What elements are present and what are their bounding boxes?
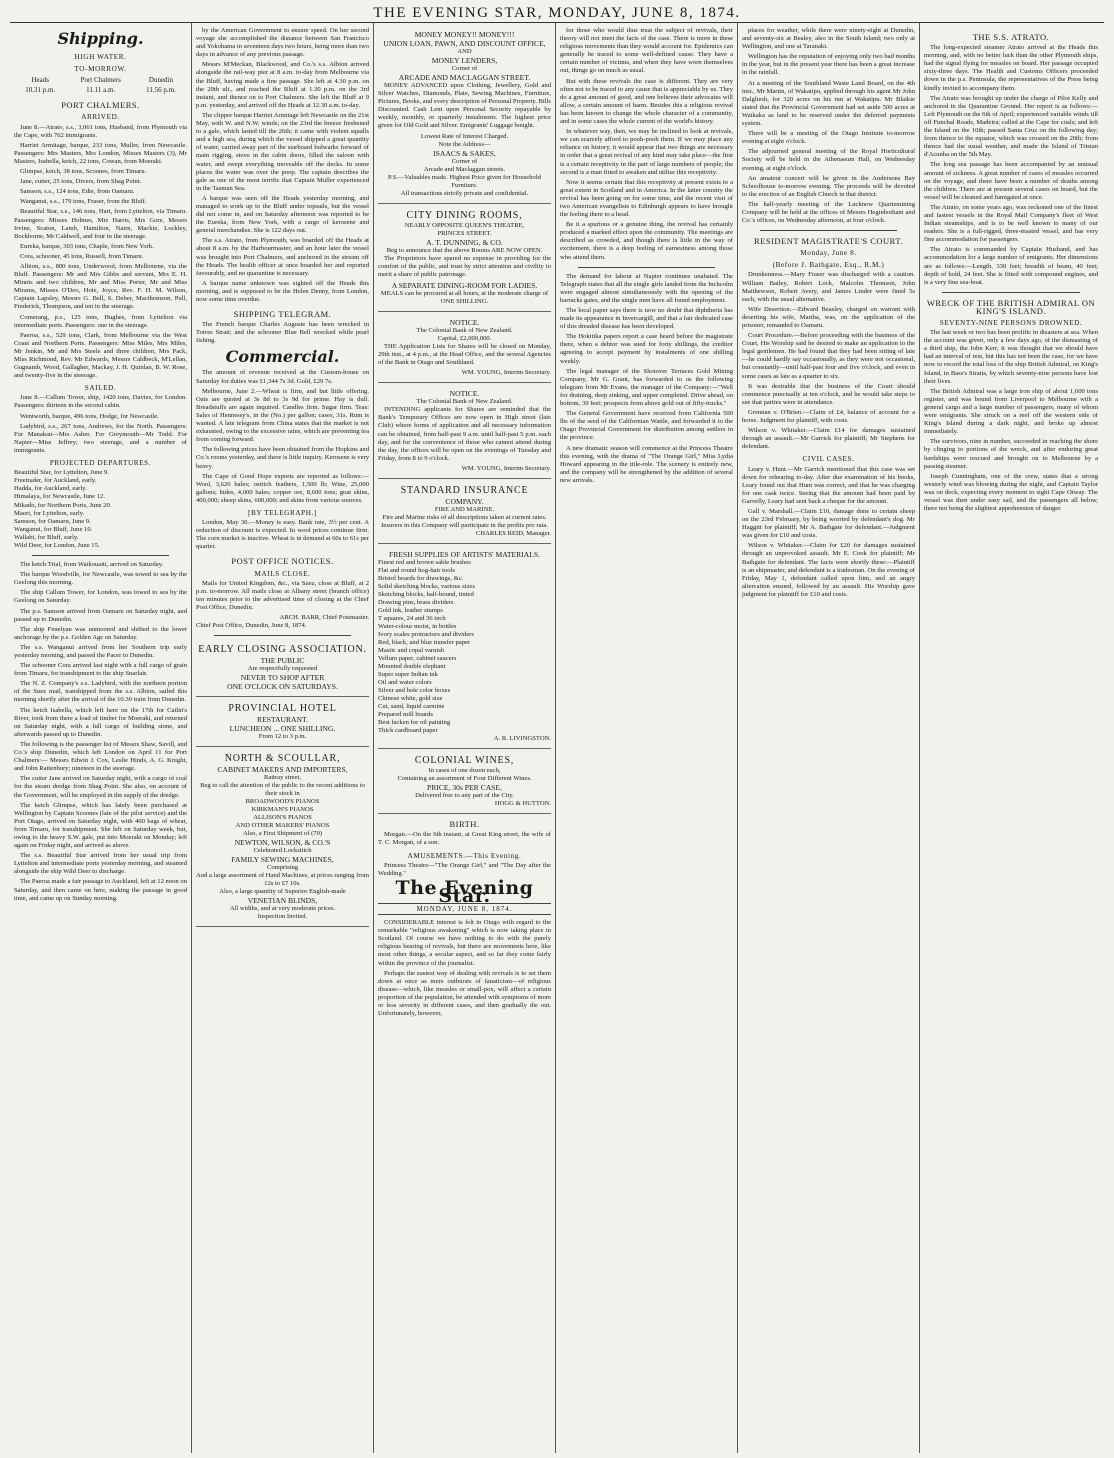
civil-paragraph: Wilson v. Whitaker.—Claim for £20 for damages sustained through an unprovoked assault. Mr E. Cook for plaintiff; Mr Bathgate for defendant. The facts were shortly these:—Plaintiff is an shipmaster, and defendant is a tradesman. On the evening of Friday, May 1, defendant called upon him, and an angry altercation ensued, followed by an assault. His Worship gave judgment for plaintiff for £10 and costs. (742, 542, 915, 598)
news-paragraph: Messrs M'Meckan, Blackwood, and Co.'s s.s. Albion arrived alongside the rail-way pier at 8 a.m. to-day from Melbourne via the Bluff, having made a fine passage. She left at 4.30 p.m. on the 29th ult., and reached the Bluff at 1.30 p.m. on the 3rd instant, and thence on to Port Chalmers. She left the Bluff at 9 p.m. yesterday, and arrived off the Heads at 12.30 a.m. to-day. (196, 61, 369, 109)
news-paragraph: by the American Government to ensure speed. On her second voyage she accomplished the distance between San Francisco and Yokohama in seventeen days two hours, being more than two days in advance of any previous passage. (196, 27, 369, 59)
advert-body: The Proprietors have spared no expense in providing for the comfort of the public, and trust by strict attention and civility to merit a share of public patronage. (378, 254, 551, 278)
advert-line: PRICE, 30s PER CASE, (427, 783, 502, 793)
atrato-paragraph: The long sea passage has been accompanied by an unusual amount of sickness. A great number of cases of measles occurred on the voyage, and there have been a number of deaths among the children. There are at present several cases on board, but the vessel will be cleaned and fumigated at once. (924, 161, 1098, 201)
advert-line: NEARLY OPPOSITE QUEEN'S THEATRE, (404, 221, 525, 229)
divider (578, 267, 715, 268)
court-heading: RESIDENT MAGISTRATE'S COURT. (753, 236, 904, 247)
advert-line: A. T. DUNNING, & CO. (426, 237, 503, 247)
advert-loan-office (378, 27, 551, 204)
advert-line: Beg to call the attention of the public to the recent additions to their stock in (200, 782, 365, 798)
advert-line: Also, a large quantity of Superior English-made (219, 888, 346, 896)
advert-line: FIRE AND MARINE. (434, 505, 495, 513)
advert-title: PROVINCIAL HOTEL (228, 703, 337, 715)
news-paragraph: The legal manager of the Shotover Terraces Gold Mining Company, Mr G. Grant, has forwarded to us the following telegram from Mr Evans, the manager of the Company:—"Well for draining, deep sinking, and upper completed. Drive ahead, on bottom, 39 feet; prospects from above gold out of fifty-trucks." (560, 367, 733, 408)
advert-line: MONEY MONEY!! MONEY!!! (414, 30, 515, 39)
projected-entry: Mikado, for Northern Ports, June 20. (14, 501, 112, 509)
atrato-paragraph: The long-expected steamer Atrato arrived at the Heads this morning, and, with no better luck than the other Plymouth ships, had the signal flying for measles on board. Her passage occupied sixty-three days. The Health and Customs Officers proceeded down in the p.s. Peninsula, the representatives of the Press being kindly invited to accompany them. (924, 44, 1098, 92)
advert-body: MONEY ADVANCED upon Clothing, Jewellery, Gold and Silver Watches, Diamonds, Plate, Sewing Machines, Furniture, Pictures, Books, and every description of Personal Property. Bills Discounted. Cash Lent upon Personal Security repayable by weekly, monthly, or quarterly instalments. The highest price given for Old Gold and Silver. Emigrants' Luggage bought. (378, 82, 551, 130)
advert-title: NORTH & SCOULLAR, (224, 753, 341, 765)
atrato-paragraph: The Atrato is commanded by Captain Husband, and has accommodation for a large number of emigrants. Her dimensions are as follows:—Length, 330 feet; breadth of beam, 40 feet; depth of hold, 24 feet. She is fitted with compound engines, and is a very fine sea-boat. (924, 246, 1098, 286)
advert-line: All transactions strictly private and confidential. (400, 189, 529, 197)
tomorrow-label: TO-MORROW. (74, 65, 127, 74)
commercial-heading: Commercial. (225, 347, 340, 367)
news-paragraph: A barque was seen off the Heads yesterday morning, and managed to work up to the Bluff under topsails, but the vessel did not come in, and on Saturday afternoon was reported to be the Eureka, from New York, with a cargo of kerosene and general merchandise. She is 122 days out. (196, 194, 369, 235)
leader-paragraph: Perhaps the easiest way of dealing with revivals is to set them down at once as mere outbursts of fanaticism—of religious disease—which, like measles or small-pox, will affect a certain proportion of the population, be attended with symptoms of more or less severity in different cases, and then gradually die out. Unfortunately, however, (378, 969, 551, 1018)
post-office-heading: POST OFFICE NOTICES. (231, 556, 334, 567)
news-paragraph: The General Government have received from California 500 lbs of the seed of the Californian Wattle, and forwarded it to the Otago Provincial Government for distribution among settlers in the province. (560, 410, 733, 442)
birth-notice: Morgan.—On the 6th instant, at Great King street, the wife of T. C. Morgan, of a son. (378, 831, 551, 847)
advert-line: MEALS can be procured at all hours, at the moderate charge of ONE SHILLING. (380, 289, 549, 305)
commercial-paragraph: The Cape of Good Hope exports are reported as follows:— Wool, 3,620 bales; ostrich feathers, 1,500 lb; Wine, 25,000 gallons; hides, 4,000 bales; copper ore, 8,600 tons; goat skins, 400,000; sheep skins, 600,000; and skins from various sources. (196, 472, 369, 504)
advert-line: From 12 to 3 p.m. (258, 733, 307, 741)
advert-signature: A. R. LIVINGSTON. (493, 735, 551, 743)
column-advertisements (374, 23, 556, 1453)
wreck-heading: WRECK OF THE BRITISH ADMIRAL ON KING'S ISLAND. (926, 297, 1096, 316)
telegram-heading: SHIPPING TELEGRAM. (233, 309, 332, 320)
sailed-entry: June 8.—Callum Tower, ship, 1420 tons, Davies, for London. Passengers: thirteen in the second cabin. (14, 394, 187, 410)
materials-item: Vellum paper, cabinet saucers (378, 655, 457, 663)
advert-line: THE PUBLIC (260, 656, 305, 666)
advert-line: Arcade and Maclaggan streets. (423, 165, 506, 173)
advert-line: Inspection Invited. (257, 913, 308, 921)
divider (760, 230, 897, 231)
materials-item: Water-colour moist, in bottles (378, 623, 457, 631)
news-paragraph: At a meeting of the Southland Waste Land Board, on the 4th inst., Mr Martin, of Wakatipu, applied through his agent Mr John Dalgliesh, for 320 acres on his run at Wakatipu. Mr Blaikie stated that the Provincial Government had set aside 500 acres at Waikaka as land to be reserved under the deferred payments system. (742, 79, 915, 128)
tide-time: 11.56 p.m. (146, 86, 176, 95)
advert-signature: HOGG & HUTTON. (494, 800, 551, 808)
advert-title: FRESH SUPPLIES OF ARTISTS' MATERIALS. (389, 550, 540, 560)
telegram-text: The French barque Charles Auguste has been wrecked in Torres Strait; and the schooner Blue Bell wrecked while pearl fishing. (196, 321, 369, 345)
materials-item: Mounted double elephant (378, 663, 446, 671)
column-shipping (10, 23, 192, 1453)
port-heading: PORT CHALMERS. (61, 100, 140, 111)
advert-line: FAMILY SEWING MACHINES, (231, 855, 334, 865)
arrival-entry: Cora, schooner, 45 tons, Russell, from Timaru. (20, 252, 144, 260)
news-paragraph: The demand for labour at Napier continues unabated. The Telegraph states that all the single girls landed from the Inchcolm were engaged almost simultaneously with the opening of the barracks gates, and the single men have all found employment. (560, 272, 733, 304)
divider (32, 555, 169, 556)
piano-item: BROADWOOD'S PIANOS (245, 798, 320, 806)
news-paragraph: The p.s. Samson arrived from Oamaru on Saturday night, and passed up to Dunedin. (14, 607, 187, 623)
projected-entry: Maori, for Lyttelton, early. (14, 509, 85, 517)
piano-item: KIRKMAN'S PIANOS (251, 806, 314, 814)
amusements-notice: Princess Theatre—"The Orange Girl," and "The Day after the Wedding." (378, 861, 551, 877)
advert-body: THE Application Lists for Shares will be closed on Monday, 29th inst., at 4 p.m., at the Head Office, and the several Agencies of the Bank in Otago and Southland. (378, 342, 551, 367)
advert-line: The Colonial Bank of New Zealand. (416, 398, 513, 406)
materials-item: Drawing pins, brass dividers (378, 599, 454, 607)
news-paragraph: The barque Woodville, for Newcastle, was towed to sea by the Geelong this morning. (14, 571, 187, 587)
projected-entry: Wanganui, for Bluff, June 10. (14, 525, 93, 533)
arrival-entry: Wanganui, s.s., 179 tons, Fraser, from the Bluff. (20, 198, 147, 206)
projected-entry: Beautiful Star, for Lyttelton, June 9. (14, 469, 109, 477)
masthead: THE EVENING STAR, MONDAY, JUNE 8, 1874. (10, 4, 1104, 23)
leader-paragraph: CONSIDERABLE interest is felt in Otago with regard to the remarkable "religious awakening" which is now taking place in Scotland. Of course we have nothing to do with the purely religious bearing of revivals, but there are movements here, like most other things, a secular aspect, and so far they come fairly within the province of the journalist. (378, 919, 551, 967)
news-paragraph: A new dramatic season will commence at the Princess Theatre this evening, with the drama of "The Orange Girl," Miss Lydia Howard appearing in the title-role. The scenery is entirely new, and the company will be strengthened by the addition of several new arrivals. (560, 444, 733, 484)
civil-paragraph: Gall v. Marshall.—Claim £10, damage done to certain sheep on the 23rd February, by being worried by defendant's dog. Mr Haggitt for plaintiff; Mr A. Bathgate for defendant.—Judgment was given for £10 and costs. (742, 507, 915, 540)
sailed-label: SAILED. (84, 384, 117, 393)
projected-entry: Himalaya, for Newcastle, June 12. (14, 493, 105, 501)
advert-early-closing (196, 641, 369, 697)
wreck-paragraph: Joseph Cunningham, one of the crew, states that a strong westerly wind was blowing during the night, and Captain Taylor was on deck, expecting every moment to sight Cape Otway. The vessel was then under easy sail, and the passengers all below, there not being the slightest apprehension of danger. (924, 472, 1098, 513)
projected-entry: Hadda, for Auckland, early. (14, 485, 87, 493)
arrival-entry: Jane, cutter, 25 tons, Divers, from Shag Point. (20, 178, 142, 186)
advert-body: INTENDING applicants for Shares are reminded that the Bank's Temporary Offices are now open in High street (late Club) where forms of application and all necessary information can be obtained, from half-past 9 a.m. until half-past 5 p.m. each day, and for the convenience of those who cannot attend during the day, the offices will be open on the evenings of Tuesday and Friday, from 8 to 9 o'clock. (378, 406, 551, 462)
advert-line: Beg to announce that the above Rooms ARE NOW OPEN. (386, 246, 543, 254)
advert-line: Rattray street, (264, 774, 301, 782)
editorial-paragraph: Now it seems certain that this receptivity at present exists to a great extent in Scotland and in America. In the latter country the revival has been going on for some time, and the recent visit of two American evangelists to Edinburgh appears to have brought the feeling there to a head. (560, 178, 733, 219)
advert-colonial-wines (378, 752, 551, 814)
birth-heading: BIRTH. (449, 819, 480, 830)
column-commercial (192, 23, 374, 1453)
advert-line: Celebrated Lockstitch (253, 847, 312, 855)
news-paragraph: The ketch Glimpse, which has lately been purchased at Wellington by Captain Scoones (late of the pilot service) and the Port Otago, arrived on Saturday night, with 400 bags of wheat, from Timaru, for transhipment. She left on Saturday week, but, owing to the heavy S.W. gale, put into Moeraki on Monday; left again on Friday night, and arrived as above. (14, 801, 187, 850)
materials-item: Prepared mill boards (378, 711, 433, 719)
materials-item: Thick cardboard paper (378, 727, 438, 735)
materials-item: Best lucken for oil painting (378, 719, 451, 727)
materials-item: Cut, sand, liquid carmine (378, 703, 445, 711)
advert-signature: WM. YOUNG, Interim Secretary. (461, 369, 551, 377)
materials-item: Bristol boards for drawings, &c. (378, 575, 464, 583)
materials-item: Silver and bole color boxes (378, 687, 451, 695)
projected-heading: PROJECTED DEPARTURES. (49, 459, 152, 468)
news-paragraph: The ship Fenelyan was unmoored and shifted to the lower anchorage by the p.s. Golden Age on Saturday. (14, 625, 187, 641)
court-paragraph: It was desirable that the business of the Court should commence punctually at ten o'clock, and he would take steps to see that parties were in attendance. (742, 382, 915, 406)
advert-line: The Colonial Bank of New Zealand. (416, 326, 513, 334)
news-paragraph: Wellington has the reputation of enjoying only two bad months in the year, but in the present year there has been a great increase in the rainfall. (742, 53, 915, 77)
news-paragraph: The clipper barque Harriet Armitage left Newcastle on the 21st May, with W. and N.W. winds; on the 23rd the breeze freshened to a gale, which lasted till the 26th; it came with violent squalls and a high sea, during which the vessel shipped a great quantity of water, carried away part of the starboard bulwarks forward of main rigging, stove in the cabin doors, filled the saloon with water, and swept everything moveable off the decks. In some places the water was over the poop. The captain describes the gale as one of the most terrific that Captain Muller experienced in the Tasman Sea. (196, 111, 369, 192)
atrato-paragraph: The Atrato was brought up under the charge of Pilot Kelly and anchored in the Quarantine Ground. Her report is as follows:—Left Plymouth on the 6th of April; experienced variable winds till off Funchal Roads, Madeira; called at the Cape for coals; and left the Island on the 10th; passed Santa Cruz on the following day; from thence to the equator, which was crossed on the 20th; from thence had the usual weather, and made the Island of Tristan d'Acunha on the 5th May. (924, 94, 1098, 159)
news-paragraph: The local paper says there is now no doubt that diphtheria has made its appearance in Invercargill, and that a fair dedicated case of this dreaded disease has been developed. (560, 307, 733, 331)
advert-bank-notice-1 (378, 315, 551, 383)
column-editorial (556, 23, 738, 1453)
materials-item: Ivory scales protractors and dividers (378, 631, 474, 639)
court-paragraph: Grennan v. O'Brien.—Claim of £4, balance of account for a horse. Judgment for plaintiff, with costs. (742, 408, 915, 425)
news-paragraph: The half-yearly meeting of the Lucknow Quartzmining Company will be held at the offices of Messrs Heginbotham and Co.'s offices, on Wednesday afternoon, at four o'clock. (742, 200, 915, 225)
advert-line: P.S.—Valuables made. Highest Price given for Household Furniture. (388, 173, 541, 189)
wreck-paragraph: The survivors, nine in number, succeeded in reaching the shore by clinging to portions of the wreck, and after enduring great hardships were rescued and brought on to Melbourne by a passing steamer. (924, 438, 1098, 470)
news-paragraph: An amateur concert will be given in the Andersons Bay Schoolhouse to-morrow evening. The proceeds will be devoted to the erection of an English Church in that district. (742, 174, 915, 198)
advert-line: Lowest Rate of Interest Charged. (420, 132, 509, 140)
advert-title: COLONIAL WINES, (414, 755, 515, 767)
civil-cases-heading: CIVIL CASES. (802, 455, 855, 464)
mails-notice: Mails for United Kingdom, &c., via Suez, close at Bluff, at 2 p.m. to-morrow. All mails close at Albany street (branch office) ten minutes prior to the advertised time of closing at the Chief Post Office, Dunedin. (196, 579, 369, 611)
projected-entry: Wallabi, for Bluff, early. (14, 533, 79, 541)
court-paragraph: Court Procedure.—Before proceeding with the business of the Court, His Worship said he desired to make an application to the legal gentlemen. He had found that they had been sitting of late—he could hardly say occasionally, as they were not occasional, but constantly—until half-past four and five o'clock, and even in some cases as late as a quarter to six. (742, 332, 915, 380)
advert-city-dining (378, 207, 551, 312)
atrato-paragraph: The Atrato, on some years ago, was reckoned one of the finest and fastest vessels in the Royal Mail Company's fleet of West Indian steamships, and is to be well known to many of our readers. She is a full-rigged, three-masted vessel, and has very fine accommodation for passengers. (924, 203, 1098, 244)
advert-line: Corner of (451, 157, 478, 165)
projected-entry: Freetrader, for Auckland, early. (14, 477, 97, 485)
advert-line: RESTAURANT. (257, 715, 308, 725)
materials-item: Flat and round hog-hair tools (378, 567, 455, 575)
telegraph-label: [BY TELEGRAPH.] (248, 508, 317, 517)
news-paragraph: The ketch Isabella, which left here on the 17th for Catlin's River, took from there a load of timber for Moeraki, and returned on Saturday night, with a full cargo of building stone, and afterwards passed up to Dunedin. (14, 706, 187, 738)
arrival-entry: Paeroa, s.s., 529 tons, Clark, from Melbourne via the West Coast and Northern Ports. Passengers: Miss Miles, Mrs Miles, Mr Jenkin, Mr and Mrs Steele and three children, Mrs Pack, Miss Richmond, Rev. Mr Edwards, Messrs Caldbeck, M'Lellan, Gugnamb, Wood, Gallagher, Mackay, J. H. Quinlan, B. W. Rose, and twenty-five in the steerage. (14, 331, 187, 380)
materials-item: Finest red and brown sable brushes (378, 559, 471, 567)
civil-paragraph: Leary v. Hunt.—Mr Garrick mentioned that this case was set down for rehearing to-day. After due examination of his books, Leary found out that Hunt was correct, and that he was charging for one cask twice. Seeing that the amount had been paid by Garvelly, Leary had sent back a cheque for the amount. (742, 465, 915, 505)
advert-line: CABINET MAKERS AND IMPORTERS, (217, 765, 348, 775)
london-report: London, May 30.—Money is easy. Bank rate, 3½ per cent. A reduction of discount is expected. In wool prices continue firm. The corn market is inactive. Wheat is in demand at 60s to 61s per quarter. (196, 519, 369, 551)
sailed-entry: Wentworth, barque, 496 tons, Hodge, for Newcastle. (20, 412, 159, 420)
advert-line: LUNCHEON ... ONE SHILLING. (229, 724, 336, 734)
advert-title: NOTICE. (449, 389, 480, 399)
court-paragraph: Wife Desertion.—Edward Beasley, charged on warrant with deserting his wife, Martha, was, on the application of the prisoner, remanded to Oamaru. (742, 305, 915, 329)
advert-provincial-hotel (196, 700, 369, 747)
advert-line: Containing an assortment of Four Different Wines. (397, 775, 532, 783)
advert-line: UNION LOAN, PAWN, AND DISCOUNT OFFICE, (383, 39, 546, 48)
sailed-entry: Ladybird, s.s., 267 tons, Andrews, for the North. Passengers: For Manakau—Mrs Asher. For Greymouth—Mr Todd. For Napier—Miss Jeffrey; two steerage, and a number of immigrants. (14, 422, 187, 454)
advert-line: In cases of one dozen each, (428, 767, 501, 775)
arrival-entry: Beautiful Star, s.s., 146 tons, Hart, from Lyttelton, via Timaru. Passengers: Misses Holmes, Mrs Harris, Mrs Gore, Messrs Irvine, Scaton, Lamb, Hamilton, Nairn, Mackie, Lockley, Bockborne, Mr Caldwell, and four in the steerage. (14, 208, 187, 240)
news-paragraph: The N. Z. Company's s.s. Ladybird, with the northern portion of the Suez mail, transhipped from the s.s. Albion, sailed this morning shortly after the arrival of the 10.30 train from Dunedin. (14, 680, 187, 704)
news-paragraph: There will be a meeting of the Otago Institute to-morrow evening at eight o'clock. (742, 130, 915, 146)
materials-item: T squares, 24 and 36 inch (378, 615, 446, 623)
advert-signature: CHARLES REID, Manager. (475, 529, 551, 537)
materials-item: Sketching blocks, half-bound, tinted (378, 591, 474, 599)
news-paragraph: The Paeroa made a fair passage to Auckland, left at 12 noon on Saturday, and then came on here, making the passage in good time, and came up on Sunday morning. (14, 878, 187, 902)
advert-line: ONE O'CLOCK ON SATURDAYS. (227, 682, 338, 692)
advert-north-scoullar (196, 750, 369, 927)
mails-close-label: MAILS CLOSE. (254, 569, 311, 578)
commercial-paragraph: Melbourne, June 2.—Wheat is firm, and but little offering. Oats are quoted at 3s 8d to 3s 9d for prime. Hay is dull. Breadstuffs are again inquired. Candles firm. Sugar firm. Teas: Sales of Hennessy's, in the (No.) per gallon; cases, 31s. Rum is wanted. A late telegram from China states that the market is not exhausted, owing to the excessive rains, which are preventing tea from coming forward. (196, 387, 369, 444)
editorial-paragraph: Be it a spurious or a genuine thing, the revival has certainly produced a marked effect upon the community. The meetings are described as crowded, and though there is little in the way of excitement, there is a deep feeling of earnestness among those who attend them. (560, 221, 733, 261)
atrato-heading: THE S.S. ATRATO. (972, 32, 1050, 42)
advert-title: CITY DINING ROOMS, (406, 209, 523, 221)
tide-place: Heads (31, 76, 49, 85)
arrival-entry: Albion, s.s., 800 tons, Underwood, from Melbourne, via the Bluff. Passengers: Mr and Mrs Gibbs and servant, Mrs E. H. Minnis and two children, Mr and Miss Porter, Mr and Miss Mirams, Misses O'Deo, Hoie, Joyce, Rev. F. H. M. Wilson, Captain Lapsley, Messrs G. Bell, S. Deber, Macthomson, Pull, Frederick, Thompson, and ten in the steerage. (14, 262, 187, 311)
materials-item: Red, black, and blue transfer paper (378, 639, 471, 647)
shipping-news (14, 561, 187, 903)
high-water-heading: HIGH WATER. (74, 53, 127, 61)
materials-item: Chinese white, gold size (378, 695, 443, 703)
column-court (738, 23, 920, 1453)
news-paragraph: The following is the passenger list of Messrs Shaw, Savill, and Co.'s ship Dunedin, which left London on April 11 for Port Chalmers:— Messrs Edwin J. Cox, Leslie Hinds, A. G. Knight, and John Rattenbury; nineteen in the steerage. (14, 740, 187, 773)
tide-table (14, 75, 187, 95)
arrivals-list (14, 124, 187, 381)
news-paragraph: A barque name unknown was sighted off the Heads this morning, and is supposed to be the Helen Denny, from London, now some time overdue. (196, 279, 369, 303)
piano-item: ALLISON'S PIANOS (253, 814, 312, 822)
advert-line: NEVER TO SHOP AFTER (240, 673, 325, 683)
news-paragraph: The adjourned general meeting of the Royal Horticultural Society will be held in the Athenaeum Hall, on Wednesday evening, at eight o'clock. (742, 148, 915, 172)
court-before: (Before J. Bathgate, Esq., R.M.) (772, 261, 885, 270)
advert-line: Fire and Marine risks of all descriptions taken at current rates. (382, 513, 547, 521)
news-paragraph: places for weather, while there were ninety-eight at Dunedin, and seventy-six at Bealey, also in the South Island; two only at Wellington, and one at Taranaki. (742, 27, 915, 51)
advert-title: STANDARD INSURANCE (400, 484, 529, 496)
commercial-paragraph: The following prices have been obtained from the Hopkins and Co.'s rooms yesterday, and there is little inquiry. Kerosene is very heavy. (196, 446, 370, 470)
arrival-entry: Comerang, p.s., 125 tons, Hughes, from Lyttelton via intermediate ports. Passengers: one in the steerage. (14, 313, 187, 329)
tide-place: Dunedin (148, 76, 173, 85)
news-paragraph: The ship Callum Tower, for London, was towed to sea by the Geelong on Saturday. (14, 589, 187, 605)
news-paragraph: The schooner Cora arrived last night with a full cargo of grain from Timaru, for transhipment to the ship Snarlair. (14, 662, 187, 678)
court-paragraph: Wilson v. Whitaker.—Claim £14 for damages sustained through an assault.—Mr Garrick for plaintiff; Mr Stephens for defendant. (742, 427, 915, 451)
materials-item: Oil and water colors (378, 679, 432, 687)
advert-standard-insurance (378, 482, 551, 544)
wreck-subheading: SEVENTY-NINE PERSONS DROWNED. (939, 319, 1083, 327)
amusements-heading: AMUSEMENTS.—This Evening. (407, 851, 522, 860)
news-paragraph: The s.s. Beautiful Star arrived from her usual trip from Lyttelton and intermediate ports yesterday morning, and steamed alongside the ship Wild Deer to discharge. (14, 852, 187, 876)
dateline: MONDAY, JUNE 8, 1874. (378, 903, 551, 915)
advert-line: VENETIAN BLINDS, (247, 896, 318, 906)
advert-line: AND (457, 48, 472, 55)
advert-line: Corner of (451, 65, 478, 72)
paper-title: The Evening Star. (395, 876, 534, 907)
postmaster-signature: ARCH. BARR, Chief Postmaster. (279, 614, 369, 621)
tide-time: 10.31 p.m. (25, 86, 56, 95)
advert-line: Comprising (266, 864, 299, 872)
advert-line: All widths, and at very moderate prices. (229, 905, 336, 913)
arrival-entry: Glimpse, ketch, 38 tons, Scoones, from Timaru. (20, 168, 147, 176)
projected-entry: Wild Deer, for London, June 15. (14, 541, 100, 549)
materials-item: Mastic and copal varnish (378, 647, 445, 655)
materials-item: Gold ink, leather stumps (378, 607, 443, 615)
advert-line: ISAACS & SAKES, (433, 148, 496, 158)
wreck-paragraph: The last week or two has been prolific in disasters at sea. When the account was given, only a few days ago, of the dismasting of a third ship, the John Kerr, it was thought that we should have had an interval of rest, but this has not been the case, for we have now to record the total loss of the ship British Admiral, on King's Island, in Bass's Straits, by which seventy-nine persons have lost their lives. (924, 329, 1098, 385)
advert-line: Delivered free to any part of the City. (415, 792, 514, 800)
tide-place: Port Chalmers (80, 76, 121, 85)
tide-time: 11.11 a.m. (86, 86, 116, 95)
advert-line: And a large assortment of Hand Machines, at prices ranging from 12s to £7 10s. (196, 872, 369, 888)
court-date: Monday, June 8. (800, 249, 857, 258)
advert-bank-notice-2 (378, 386, 551, 479)
columns (10, 23, 1104, 1453)
postmaster-place: Chief Post Office, Dunedin, June 8, 1874. (196, 622, 307, 630)
advert-line: Are respectfully requested (247, 665, 318, 673)
arrival-entry: Eureka, barque, 303 tons, Chaple, from New York. (20, 242, 154, 250)
advert-line: ARCADE AND MACLAGGAN STREET. (398, 73, 531, 82)
advert-line: Note the Address— (438, 140, 491, 148)
arrival-entry: Harriet Armitage, barque, 233 tons, Muller, from Newcastle. Passengers: Mrs Masters, Mrs London, Misses Masters (3), Mr Masters, Isabella, ketch, 22 tons, Cowan, from Moeraki. (14, 141, 187, 165)
advert-line: MONEY LENDERS, (431, 56, 498, 65)
advert-line: A SEPARATE DINING-ROOM FOR LADIES. (391, 280, 538, 290)
piano-item: AND OTHER MAKERS' PIANOS (235, 822, 330, 830)
advert-line: COMPANY. (445, 496, 484, 506)
advert-line: NEWTON, WILSON, & CO.'S (234, 838, 331, 848)
materials-item: Super super Indian ink (378, 671, 438, 679)
news-paragraph: The ketch Trial, from Waikouaiti, arrived on Saturday. (20, 561, 164, 569)
editorial-paragraph: for those who would thus treat the subject of revivals, their theory will not meet the facts of the case. There is more in these religious movements than they would account for. Epidemics can generally be traced to some well-defined cause. They have a certain number of victims, and when they have worn themselves out, things go on much as usual. (560, 27, 733, 75)
news-paragraph: The cutter Jane arrived on Saturday night, with a cargo of coal for the steam dredge from Shag Point. She also, on account of the Government, will be employed in the supply of the dredge. (14, 775, 187, 799)
news-paragraph: The Hokitika papers report a case heard before the magistrate there, when a debtor was sued for forty shillings, the creditor agreeing to accept payment by instalments of one shilling weekly. (560, 333, 733, 365)
projected-list (14, 469, 187, 550)
advert-title: NOTICE. (449, 317, 480, 327)
advert-artists-materials (378, 547, 551, 749)
column-atrato (920, 23, 1102, 1453)
shipping-heading: Shipping. (57, 29, 144, 48)
piano-list (196, 798, 369, 830)
advert-line: Insurers in this Company will participate in the profits pro rata. (381, 521, 548, 529)
materials-list (378, 559, 551, 735)
news-paragraph: The s.s. Wanganui arrived from her Southern trip early yesterday morning, and passed the Pacer to Dunedin. (14, 643, 187, 659)
news-paragraph: The s.s. Atrato, from Plymouth, was boarded off the Heads at about 8 a.m. by the Harbourmaster, and an hour later the vessel was brought into Port Chalmers, and anchored in the stream off the Heads. The health officer at once boarded her and reported favourably, and no quarantine is necessary. (196, 237, 369, 277)
arrived-label: ARRIVED. (81, 113, 120, 122)
projected-entry: Samson, for Oamaru, June 9. (14, 517, 91, 525)
advert-line: Also, a First Shipment of (70) (242, 830, 323, 838)
arrival-entry: June 8.—Atrato, s.s., 3,061 tons, Husband, from Plymouth via the Cape, with 762 immigrants. (14, 123, 187, 139)
advert-line: PRINCES STREET. (437, 229, 492, 237)
wreck-paragraph: The British Admiral was a large iron ship of about 1,600 tons register, and was bound from Liverpool to Melbourne with a general cargo and a large number of passengers, many of whom were emigrants. She struck on a reef off the western side of King's Island during a dark night, and broke up almost immediately. (924, 387, 1098, 436)
advert-signature: WM. YOUNG, Interim Secretary. (461, 464, 551, 472)
editorial-paragraph: In whatever way, then, we may be inclined to look at revivals, we can scarcely afford to pooh-pooh them. If we may place any reliance on history, it would appear that two things are necessary in order that a great revival of any kind may take place—the first is a certain receptivity in the part of large numbers of people; the second is a man fitted to awaken and utilise this receptivity. (560, 128, 733, 176)
arrival-entry: Samson, s.s., 124 tons, Edie, from Oamaru. (20, 188, 135, 196)
divider (214, 635, 351, 636)
advert-line: Capital, £2,000,000. (437, 334, 492, 342)
materials-item: Solid sketching blocks, various sizes (378, 583, 475, 591)
commercial-paragraph: The amount of revenue received at the Custom-house on Saturday for duties was £1,344 7s 3d. Gold, £29 7s. (196, 369, 369, 385)
divider (942, 292, 1080, 293)
court-paragraph: Drunkenness.—Mary Fraser was discharged with a caution. William Bailey, Robert Lock, Malcolm Thomson, John Matthewson, Robert Avery, and James Linder were fined 5s each, with the usual alternative. (742, 271, 915, 303)
advert-title: EARLY CLOSING ASSOCIATION. (198, 644, 367, 656)
editorial-paragraph: But with these revivals the case is different. They are very often not to be traced to any cause that is appreciable by us. They do a great amount of good, and one believes their advocates will allow, a certain amount of harm. Besides this a religious revival has been known to change the whole character of a community, and in some cases the whole current of the world's history. (560, 77, 733, 126)
